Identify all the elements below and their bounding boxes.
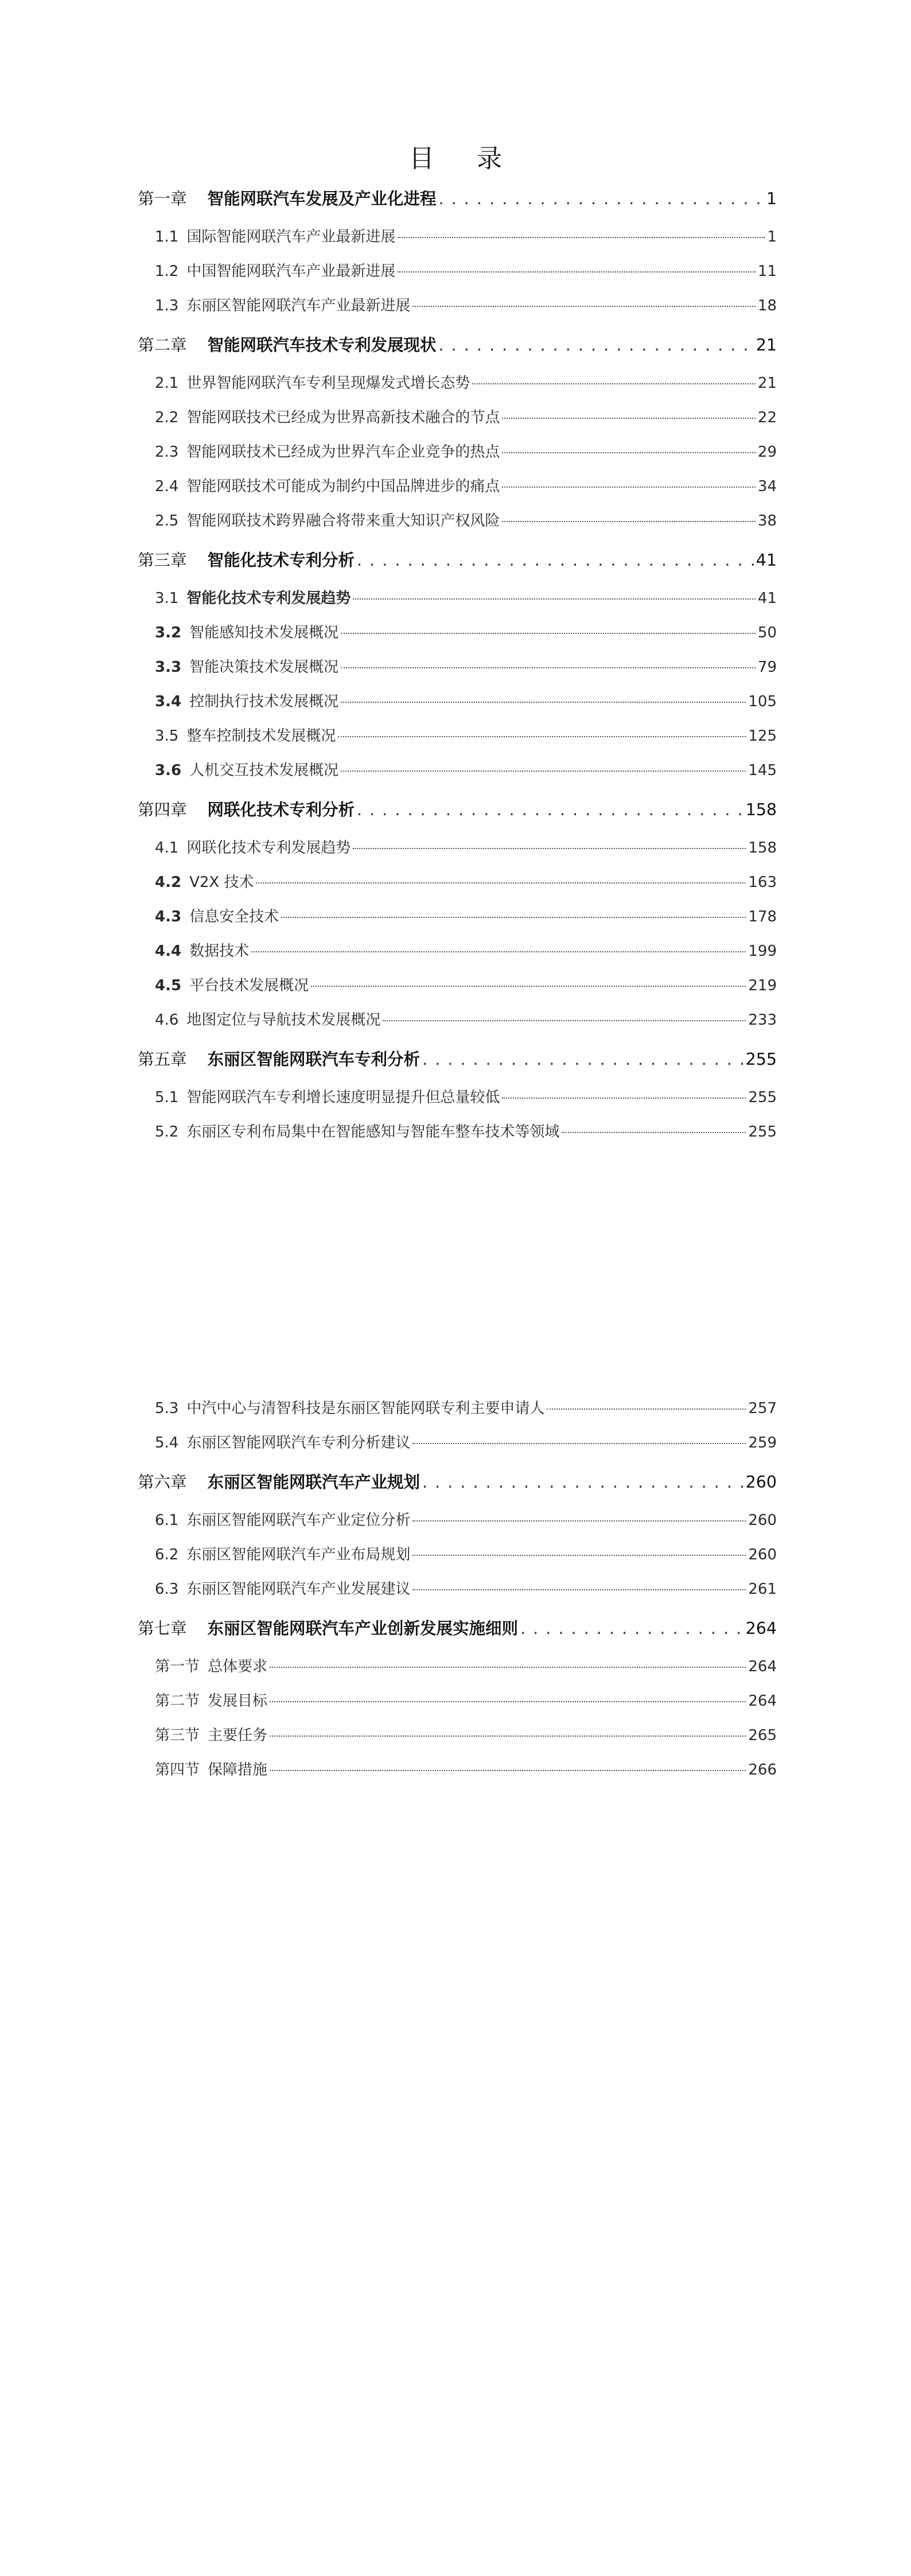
toc-entry-label [155,839,351,857]
dot-leader [398,271,756,273]
toc-page-number: 261 [748,1581,777,1598]
toc-entry-title: 国际智能网联汽车产业最新进展 [186,228,396,246]
toc-section-entry[interactable] [138,1089,777,1107]
dot-leader [422,1473,743,1492]
toc-page-number: 18 [757,297,777,314]
toc-entry-label [155,874,254,892]
toc-entry-title: 东丽区智能网联汽车产业发展建议 [186,1581,411,1598]
toc-page-number: 264 [748,1692,777,1710]
dot-leader [439,336,754,355]
toc-entry-label [155,1011,380,1029]
toc-entry-label [155,624,338,642]
toc-page-number: 163 [748,874,777,891]
dot-leader [357,800,743,820]
toc-section-entry[interactable] [138,590,777,608]
toc-entry-label [138,1473,420,1492]
dot-leader [502,452,756,453]
toc-entry-label [155,943,249,960]
toc-entry-label [155,409,500,427]
toc-entry-title: 保障措施 [208,1761,268,1779]
toc-entry-title: 智能网联技术跨界融合将带来重大知识产权风险 [186,512,500,530]
toc-entry-number: 4.1 [155,839,179,857]
toc-entry-label [138,551,355,570]
toc-chapter-entry[interactable] [138,189,777,209]
toc-entry-title: 网联化技术专利发展趋势 [186,839,351,857]
toc-entry-title: 东丽区智能网联汽车专利分析建议 [186,1434,411,1452]
dot-leader [502,418,756,419]
toc-section-entry[interactable] [138,263,777,281]
toc-page-number: 79 [757,659,777,676]
toc-page-number: 158 [745,800,777,819]
dot-leader [341,667,756,668]
toc-entry-title: 主要任务 [208,1727,268,1744]
toc-section-entry[interactable] [138,943,777,960]
toc-entry-title: 东丽区智能网联汽车产业规划 [207,1473,421,1492]
toc-entry-label [155,478,500,496]
dot-leader [270,1736,746,1737]
toc-section-entry[interactable] [138,297,777,315]
dot-leader [341,633,756,634]
toc-entry-number: 4.5 [155,977,182,994]
toc-entry-label [138,1619,518,1639]
toc-section-entry[interactable] [138,1761,777,1779]
toc-section-entry[interactable] [138,839,777,857]
toc-page-number: 21 [756,336,777,355]
toc-page-number: 260 [748,1546,777,1563]
dot-leader [353,598,756,600]
toc-entry-label [155,727,336,745]
toc-page-number: 22 [757,409,777,426]
dot-leader [311,986,746,987]
toc-page-number: 260 [748,1512,777,1529]
toc-entry-number: 第一章 [138,189,187,208]
dot-leader [412,306,756,307]
toc-entry-label [155,1434,410,1452]
dot-leader [412,1443,746,1444]
toc-entry-number: 第一节 [155,1658,200,1675]
toc-entry-label [155,1546,410,1564]
toc-entry-title: 智能感知技术发展概况 [189,624,339,641]
toc-entry-number: 1.3 [155,297,179,314]
toc-entry-number: 1.1 [155,228,179,246]
toc-entry-title: 中汽中心与清智科技是东丽区智能网联专利主要申请人 [186,1400,545,1417]
toc-entry-title: 控制执行技术发展概况 [189,693,339,710]
toc-entry-label [155,1692,267,1710]
toc-page-number: 21 [757,375,777,392]
toc-entry-number: 3.5 [155,727,179,745]
toc-page-number: 255 [745,1050,777,1069]
toc-entry-number: 3.1 [155,590,179,607]
toc-entry-title: 信息安全技术 [189,908,279,925]
toc-entry-label [155,1581,410,1598]
toc-page-number: 178 [748,908,777,925]
toc-section-entry[interactable] [138,977,777,995]
dot-leader [281,917,746,918]
toc-page-number: 105 [748,693,777,710]
toc-section-entry[interactable] [138,1581,777,1598]
toc-entry-label [155,1123,559,1141]
toc-page-number: 199 [748,943,777,960]
toc-entry-number: 3.4 [155,693,182,710]
dot-leader [357,551,754,570]
toc-section-entry[interactable] [138,624,777,642]
toc-section-entry[interactable] [138,512,777,530]
dot-leader [520,1619,743,1639]
toc-page-number: 255 [748,1089,777,1106]
toc-entry-title: V2X 技术 [189,874,254,891]
toc-entry-number: 5.2 [155,1123,179,1141]
toc-entry-title: 智能网联技术可能成为制约中国品牌进步的痛点 [186,478,500,495]
toc-page-number: 1 [766,189,777,208]
toc-section-entry[interactable] [138,1512,777,1530]
toc-entry-title: 东丽区智能网联汽车产业创新发展实施细则 [207,1619,519,1638]
toc-page-number: 255 [748,1123,777,1141]
toc-entry-number: 2.1 [155,375,179,392]
toc-section-entry[interactable] [138,375,777,392]
dot-leader [353,848,746,849]
toc-chapter-entry[interactable] [138,1473,777,1492]
toc-entry-number: 6.2 [155,1546,179,1563]
dot-leader [270,1770,746,1771]
toc-entry-label [155,590,351,608]
toc-entry-label [155,512,500,530]
toc-entry-label [155,443,500,461]
dot-leader [562,1132,746,1133]
dot-leader [412,1555,746,1556]
toc-entry-label [155,908,279,926]
toc-page-number: 266 [748,1761,777,1779]
dot-leader [251,951,746,952]
toc-entry-number: 5.1 [155,1089,179,1106]
dot-leader [256,882,746,884]
dot-leader [270,1701,746,1702]
dot-leader [341,702,746,703]
toc-section-entry[interactable] [138,1692,777,1710]
toc-entry-label [155,375,470,392]
toc-section-entry[interactable] [138,478,777,496]
toc-section-entry[interactable] [138,228,777,246]
toc-entry-number: 4.6 [155,1011,179,1029]
toc-section-entry[interactable] [138,1546,777,1564]
toc-page-number: 29 [757,443,777,461]
dot-leader [412,1520,746,1522]
toc-entry-number: 第二章 [138,336,187,355]
toc-page-number: 233 [748,1011,777,1029]
toc-entry-label [155,1089,500,1107]
toc-entry-title: 人机交互技术发展概况 [189,762,339,779]
toc-entry-title: 世界智能网联汽车专利呈现爆发式增长态势 [186,375,470,392]
toc-entry-number: 第二节 [155,1692,200,1710]
toc-entry-title: 智能化技术专利发展趋势 [186,590,351,607]
toc-entry-label [155,762,338,780]
toc-section-entry[interactable] [138,1727,777,1745]
toc-section-entry[interactable] [138,1011,777,1029]
toc-page-number: 219 [748,977,777,994]
toc-section-entry[interactable] [138,1434,777,1452]
toc-section-entry[interactable] [138,874,777,892]
toc-entry-title: 智能网联汽车专利增长速度明显提升但总量较低 [186,1089,500,1106]
toc-entry-number: 3.6 [155,762,182,779]
toc-section-entry[interactable] [138,727,777,745]
toc-page-number: 260 [745,1473,777,1492]
toc-entry-label [155,1658,267,1676]
toc-chapter-entry[interactable] [138,336,777,355]
toc-entry-label [155,1512,410,1530]
toc-entry-number: 4.2 [155,874,182,891]
toc-entry-number: 2.2 [155,409,179,426]
toc-entry-number: 第五章 [138,1050,187,1069]
toc-entry-number: 2.3 [155,443,179,461]
toc-entry-title: 东丽区智能网联汽车专利分析 [207,1050,421,1069]
toc-entry-title: 智能决策技术发展概况 [189,659,339,676]
toc-entry-label [155,1761,267,1779]
toc-entry-label [155,659,338,676]
toc-entry-number: 第四章 [138,800,187,819]
toc-entry-title: 东丽区专利布局集中在智能感知与智能车整车技术等领域 [186,1123,560,1141]
toc-entry-label [155,977,309,995]
toc-entry-title: 整车控制技术发展概况 [186,727,336,745]
toc-entry-label [138,336,437,355]
toc-page-number: 41 [756,551,777,570]
toc-entry-number: 3.3 [155,659,182,676]
toc-entry-number: 4.3 [155,908,182,925]
toc-entry-number: 第三节 [155,1727,200,1744]
toc-page-number: 41 [757,590,777,607]
toc-entry-number: 第六章 [138,1473,187,1492]
toc-entry-number: 4.4 [155,943,182,960]
toc-page-number: 158 [748,839,777,857]
toc-entry-title: 总体要求 [208,1658,268,1675]
toc-page-number: 38 [757,512,777,530]
toc-entry-title: 东丽区智能网联汽车产业定位分析 [186,1512,411,1529]
dot-leader [412,1589,746,1590]
toc-entry-label [138,189,437,209]
dot-leader [439,189,764,209]
toc-entry-label [155,1727,267,1745]
dot-leader [472,383,756,384]
toc-chapter-entry[interactable] [138,1619,777,1639]
toc-page-number: 145 [748,762,777,779]
toc-entry-number: 第三章 [138,551,187,570]
toc-entry-number: 5.3 [155,1400,179,1417]
toc-entry-number: 2.5 [155,512,179,530]
toc-section-entry[interactable] [138,1123,777,1141]
toc-entry-number: 3.2 [155,624,182,641]
toc-entry-title: 智能网联技术已经成为世界高新技术融合的节点 [186,409,500,426]
toc-page-number: 125 [748,727,777,745]
toc-entry-number: 6.1 [155,1512,179,1529]
toc-page-number: 259 [748,1434,777,1452]
toc-section-entry[interactable] [138,762,777,780]
toc-page-number: 1 [767,228,777,246]
toc-page-number: 257 [748,1400,777,1417]
toc-entry-number: 第四节 [155,1761,200,1779]
toc-section-entry[interactable] [138,1658,777,1676]
toc-entry-label [138,800,355,820]
toc-entry-number: 第七章 [138,1619,187,1638]
toc-entry-title: 智能网联汽车技术专利发展现状 [207,336,437,355]
toc-entry-label [155,263,395,281]
toc-entry-title: 数据技术 [189,943,250,960]
toc-entry-title: 地图定位与导航技术发展概况 [186,1011,381,1029]
toc-page-number: 264 [748,1658,777,1675]
toc-entry-label [138,1050,420,1069]
toc-page-number: 50 [757,624,777,641]
toc-entry-label [155,297,410,315]
toc-entry-title: 网联化技术专利分析 [207,800,355,819]
toc-entry-number: 6.3 [155,1581,179,1598]
toc-page-number: 264 [745,1619,777,1638]
toc-chapter-entry[interactable] [138,551,777,570]
toc-entry-title: 东丽区智能网联汽车产业最新进展 [186,297,411,314]
toc-page-number: 265 [748,1727,777,1744]
toc-section-entry[interactable] [138,693,777,711]
toc-entry-title: 智能化技术专利分析 [207,551,355,570]
toc-section-entry[interactable] [138,1400,777,1418]
toc-entry-label [155,1400,544,1418]
toc-entry-title: 东丽区智能网联汽车产业布局规划 [186,1546,411,1563]
toc-entry-title: 发展目标 [208,1692,268,1710]
toc-section-entry[interactable] [138,443,777,461]
dot-leader [341,771,746,772]
toc-entry-title: 智能网联汽车发展及产业化进程 [207,189,437,208]
toc-entry-title: 平台技术发展概况 [189,977,309,994]
toc-page-number: 34 [757,478,777,495]
dot-leader [398,237,765,238]
toc-section-entry[interactable] [138,659,777,676]
dot-leader [502,487,756,488]
toc-chapter-entry[interactable] [138,1050,777,1069]
dot-leader [422,1050,743,1069]
toc-entry-number: 5.4 [155,1434,179,1452]
dot-leader [547,1408,746,1410]
dot-leader [502,1098,746,1099]
toc-chapter-entry[interactable] [138,800,777,820]
dot-leader [383,1020,746,1021]
toc-entry-title: 中国智能网联汽车产业最新进展 [186,263,396,280]
page-title: 目 录 [409,144,519,173]
toc-entry-label [155,228,395,246]
dot-leader [502,521,756,522]
toc-entry-title: 智能网联技术已经成为世界汽车企业竞争的热点 [186,443,500,461]
toc-page-number: 11 [757,263,777,280]
toc-entry-label [155,693,338,711]
dot-leader [338,736,746,737]
toc-section-entry[interactable] [138,908,777,926]
dot-leader [270,1667,746,1668]
toc-entry-number: 1.2 [155,263,179,280]
toc-section-entry[interactable] [138,409,777,427]
toc-entry-number: 2.4 [155,478,179,495]
